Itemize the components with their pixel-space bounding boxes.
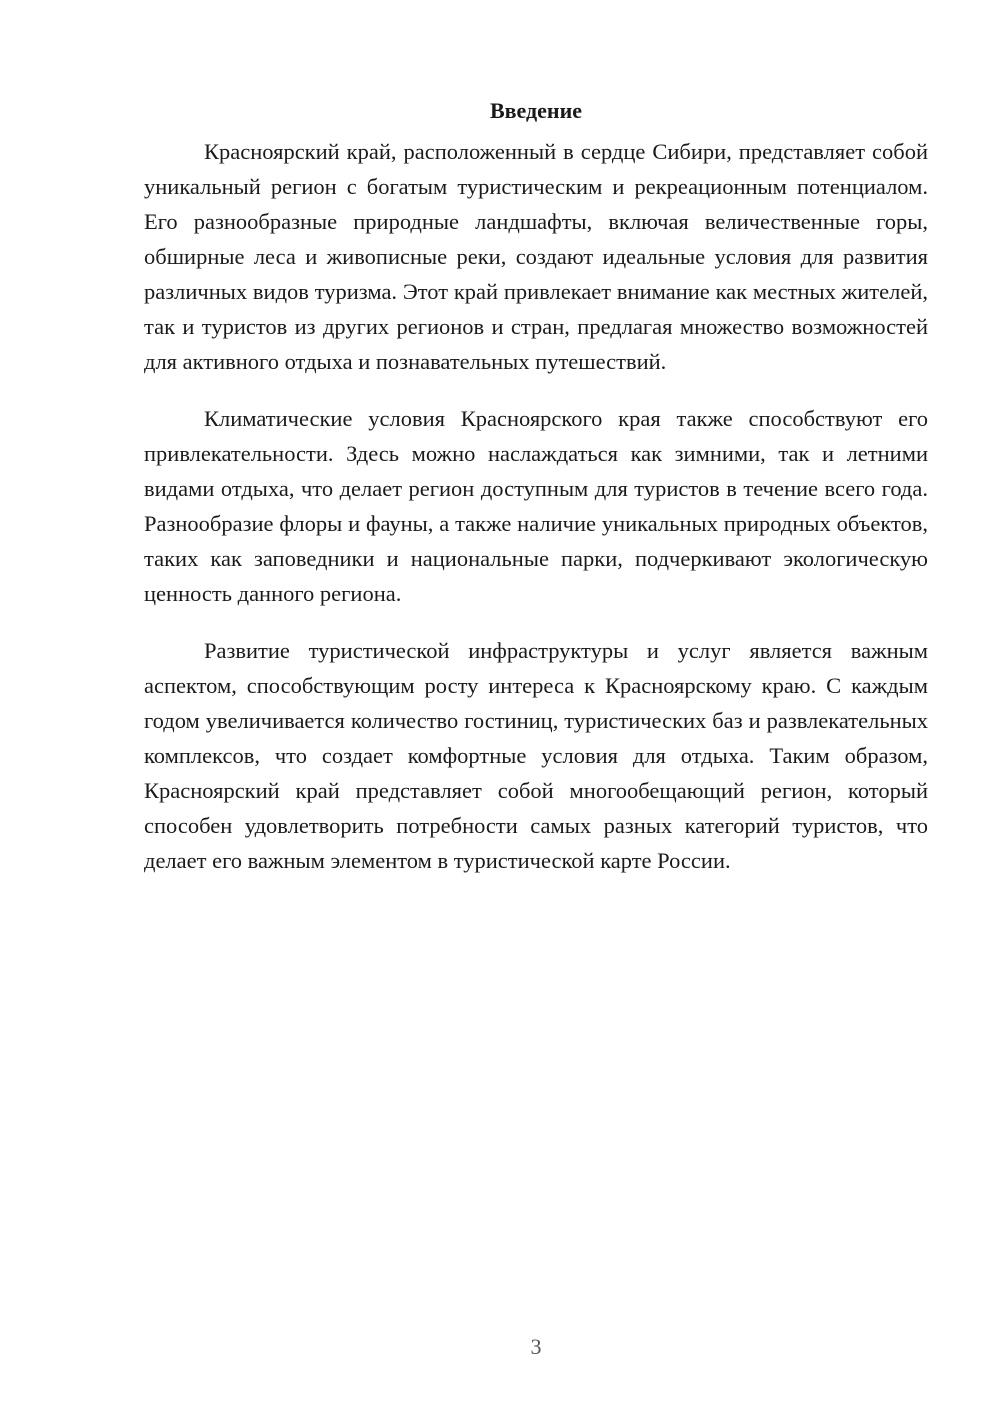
paragraph-1: Красноярский край, расположенный в сердце Сибири, представляет собой уникальный регион с богатым туристическим и рекреационным потенциалом. Его разнообразные природные ландшафты, включая величественные горы, обширные леса и живописные реки, создают идеальные условия для развития различных видов туризма. Этот край привлекает внимание как местных жителей, так и туристов из других регионов и стран, предлагая множество возможностей для активного отдыха и познавательных путешествий. [144,139,928,374]
page-number: 3 [530,1334,542,1359]
paragraph-2: Климатические условия Красноярского края также способствуют его привлекательности. Здесь можно наслаждаться как зимними, так и летними видами отдыха, что делает регион доступным для туристов в течение всего года. Разнообразие флоры и фауны, а также наличие уникальных природных объектов, таких как заповедники и национальные парки, подчеркивают экологическую ценность данного региона. [144,406,928,606]
page-content [144,96,928,900]
paragraph-3: Развитие туристической инфраструктуры и услуг является важным аспектом, способствующим росту интереса к Красноярскому краю. С каждым годом увеличивается количество гостиниц, туристических баз и развлекательных комплексов, что создает комфортные условия для отдыха. Таким образом, Красноярский край представляет собой многообещающий регион, который способен удовлетворить потребности самых разных категорий туристов, что делает его важным элементом в туристической карте России. [144,638,928,873]
section-heading: Введение [489,98,583,123]
